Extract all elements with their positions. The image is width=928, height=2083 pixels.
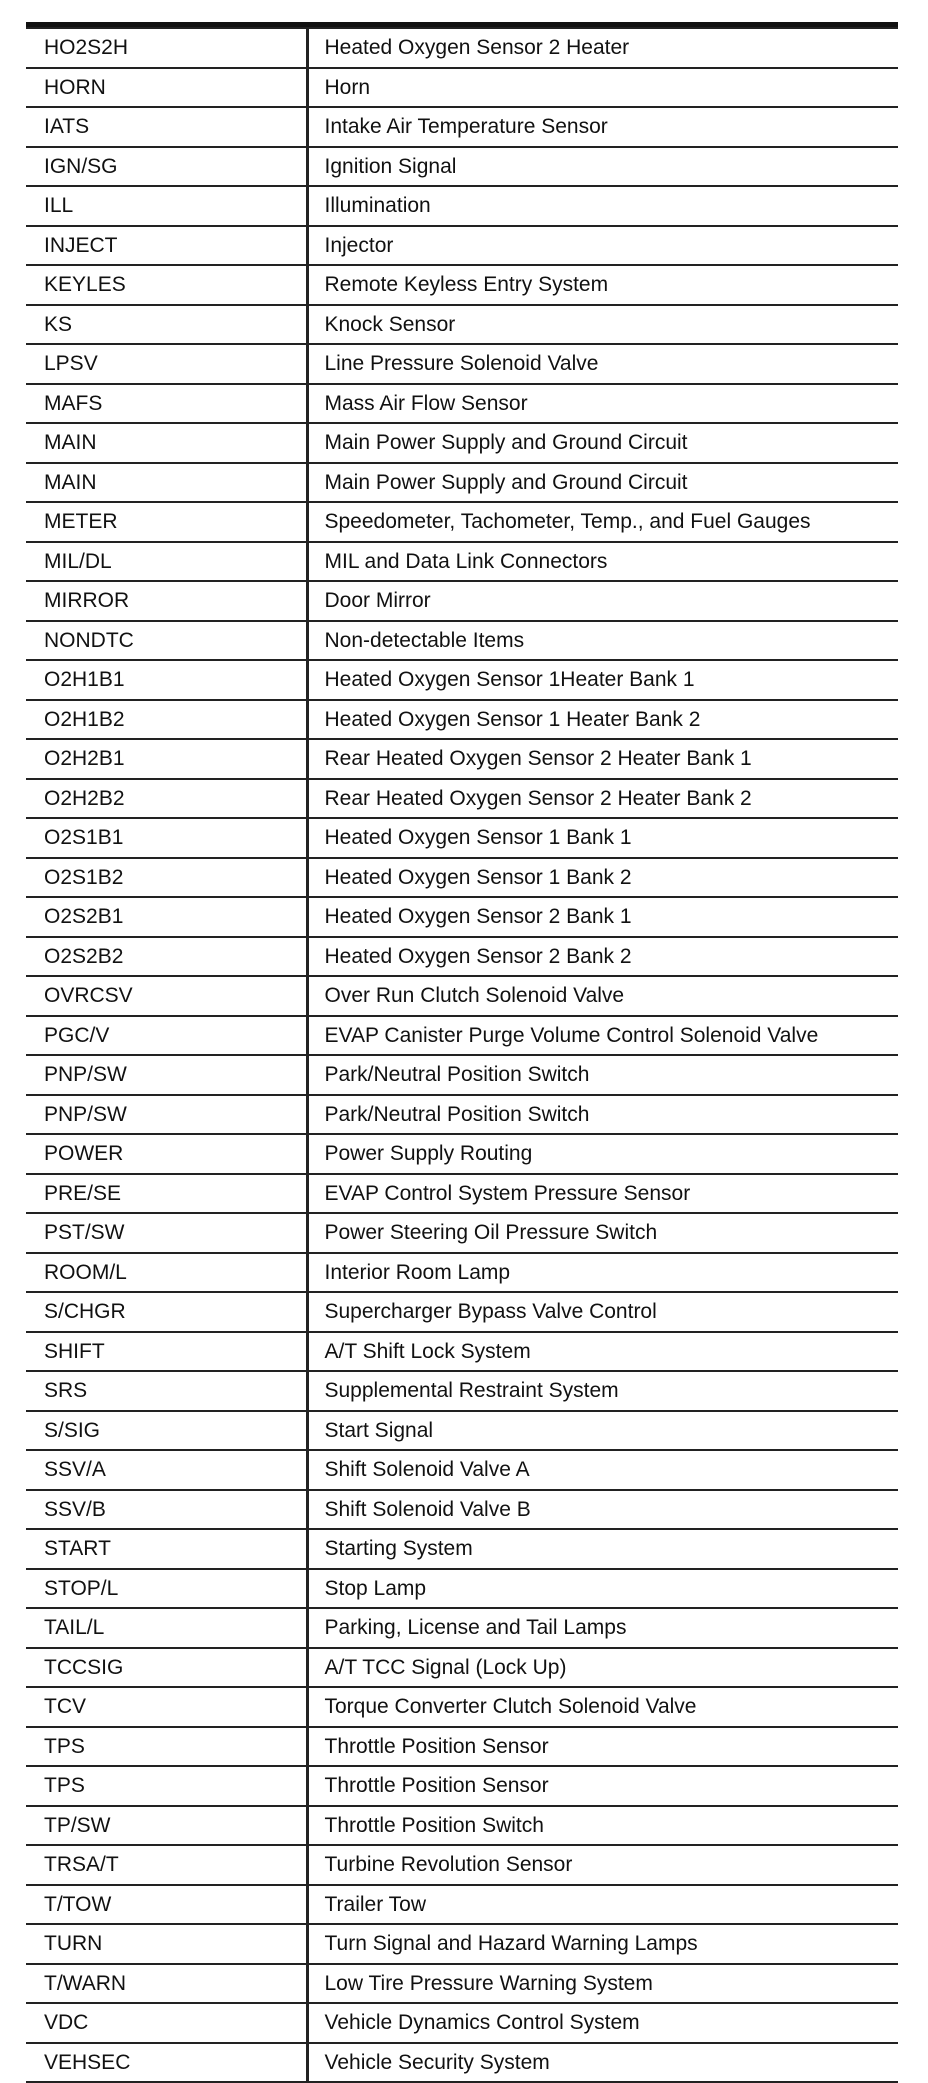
- abbreviation-cell: T/TOW: [26, 1885, 307, 1925]
- table-row: [26, 1806, 898, 1846]
- abbreviation-cell: PNP/SW: [26, 1095, 307, 1135]
- description-cell: A/T Shift Lock System: [307, 1332, 898, 1372]
- table-row: [26, 818, 898, 858]
- abbreviation-cell: IGN/SG: [26, 147, 307, 187]
- table-row: [26, 147, 898, 187]
- table-row: [26, 1924, 898, 1964]
- table-row: [26, 1845, 898, 1885]
- description-cell: Heated Oxygen Sensor 1 Bank 1: [307, 818, 898, 858]
- description-cell: Knock Sensor: [307, 305, 898, 345]
- abbreviation-cell: SSV/A: [26, 1450, 307, 1490]
- description-cell: Injector: [307, 226, 898, 266]
- table-row: [26, 1885, 898, 1925]
- table-row: [26, 581, 898, 621]
- abbreviation-cell: METER: [26, 502, 307, 542]
- abbreviation-cell: MAIN: [26, 423, 307, 463]
- document-page: [26, 22, 898, 2083]
- description-cell: Heated Oxygen Sensor 2 Bank 2: [307, 937, 898, 977]
- table-row: [26, 463, 898, 503]
- description-cell: Ignition Signal: [307, 147, 898, 187]
- abbreviation-cell: TAIL/L: [26, 1608, 307, 1648]
- description-cell: EVAP Control System Pressure Sensor: [307, 1174, 898, 1214]
- table-row: [26, 2043, 898, 2083]
- description-cell: Horn: [307, 68, 898, 108]
- description-cell: Starting System: [307, 1529, 898, 1569]
- description-cell: Low Tire Pressure Warning System: [307, 1964, 898, 2004]
- table-row: [26, 1490, 898, 1530]
- description-cell: Supercharger Bypass Valve Control: [307, 1292, 898, 1332]
- table-row: [26, 1766, 898, 1806]
- description-cell: Non-detectable Items: [307, 621, 898, 661]
- abbreviation-cell: LPSV: [26, 344, 307, 384]
- abbreviation-cell: STOP/L: [26, 1569, 307, 1609]
- table-row: [26, 1608, 898, 1648]
- table-row: [26, 542, 898, 582]
- description-cell: A/T TCC Signal (Lock Up): [307, 1648, 898, 1688]
- abbreviation-cell: O2H2B2: [26, 779, 307, 819]
- abbreviation-cell: O2S1B1: [26, 818, 307, 858]
- abbreviation-table-body: [26, 28, 898, 2082]
- description-cell: Remote Keyless Entry System: [307, 265, 898, 305]
- abbreviation-cell: PST/SW: [26, 1213, 307, 1253]
- description-cell: Turn Signal and Hazard Warning Lamps: [307, 1924, 898, 1964]
- abbreviation-cell: MIL/DL: [26, 542, 307, 582]
- description-cell: Trailer Tow: [307, 1885, 898, 1925]
- abbreviation-cell: ROOM/L: [26, 1253, 307, 1293]
- table-row: [26, 976, 898, 1016]
- description-cell: Heated Oxygen Sensor 2 Heater: [307, 28, 898, 68]
- description-cell: Supplemental Restraint System: [307, 1371, 898, 1411]
- abbreviation-cell: O2H1B1: [26, 660, 307, 700]
- table-row: [26, 779, 898, 819]
- table-row: [26, 2003, 898, 2043]
- table-row: [26, 28, 898, 68]
- abbreviation-cell: MIRROR: [26, 581, 307, 621]
- table-row: [26, 305, 898, 345]
- table-row: [26, 265, 898, 305]
- abbreviation-cell: HO2S2H: [26, 28, 307, 68]
- abbreviation-cell: O2S1B2: [26, 858, 307, 898]
- description-cell: Vehicle Dynamics Control System: [307, 2003, 898, 2043]
- table-row: [26, 1450, 898, 1490]
- abbreviation-cell: SRS: [26, 1371, 307, 1411]
- abbreviation-cell: START: [26, 1529, 307, 1569]
- table-row: [26, 1095, 898, 1135]
- table-row: [26, 1253, 898, 1293]
- description-cell: Illumination: [307, 186, 898, 226]
- description-cell: Power Supply Routing: [307, 1134, 898, 1174]
- abbreviation-cell: VDC: [26, 2003, 307, 2043]
- table-row: [26, 1648, 898, 1688]
- description-cell: Parking, License and Tail Lamps: [307, 1608, 898, 1648]
- abbreviation-cell: SHIFT: [26, 1332, 307, 1372]
- description-cell: Throttle Position Sensor: [307, 1727, 898, 1767]
- abbreviation-cell: ILL: [26, 186, 307, 226]
- abbreviation-cell: TCCSIG: [26, 1648, 307, 1688]
- abbreviation-cell: HORN: [26, 68, 307, 108]
- abbreviation-cell: NONDTC: [26, 621, 307, 661]
- description-cell: Rear Heated Oxygen Sensor 2 Heater Bank 2: [307, 779, 898, 819]
- description-cell: Heated Oxygen Sensor 1 Bank 2: [307, 858, 898, 898]
- description-cell: Vehicle Security System: [307, 2043, 898, 2083]
- abbreviation-cell: S/CHGR: [26, 1292, 307, 1332]
- abbreviation-cell: PRE/SE: [26, 1174, 307, 1214]
- table-row: [26, 739, 898, 779]
- table-row: [26, 1292, 898, 1332]
- abbreviation-cell: KS: [26, 305, 307, 345]
- description-cell: Intake Air Temperature Sensor: [307, 107, 898, 147]
- description-cell: Heated Oxygen Sensor 1 Heater Bank 2: [307, 700, 898, 740]
- abbreviation-cell: IATS: [26, 107, 307, 147]
- abbreviation-cell: PGC/V: [26, 1016, 307, 1056]
- table-row: [26, 1055, 898, 1095]
- abbreviation-cell: VEHSEC: [26, 2043, 307, 2083]
- table-row: [26, 502, 898, 542]
- description-cell: EVAP Canister Purge Volume Control Solenoid Valve: [307, 1016, 898, 1056]
- description-cell: Interior Room Lamp: [307, 1253, 898, 1293]
- description-cell: Speedometer, Tachometer, Temp., and Fuel Gauges: [307, 502, 898, 542]
- description-cell: Main Power Supply and Ground Circuit: [307, 423, 898, 463]
- description-cell: Shift Solenoid Valve A: [307, 1450, 898, 1490]
- description-cell: Heated Oxygen Sensor 1Heater Bank 1: [307, 660, 898, 700]
- table-row: [26, 660, 898, 700]
- abbreviation-cell: SSV/B: [26, 1490, 307, 1530]
- abbreviation-cell: TRSA/T: [26, 1845, 307, 1885]
- description-cell: Throttle Position Switch: [307, 1806, 898, 1846]
- table-row: [26, 621, 898, 661]
- description-cell: Start Signal: [307, 1411, 898, 1451]
- abbreviation-cell: TPS: [26, 1766, 307, 1806]
- table-row: [26, 1727, 898, 1767]
- table-row: [26, 1687, 898, 1727]
- description-cell: Line Pressure Solenoid Valve: [307, 344, 898, 384]
- table-row: [26, 186, 898, 226]
- description-cell: Shift Solenoid Valve B: [307, 1490, 898, 1530]
- table-row: [26, 1213, 898, 1253]
- abbreviation-cell: TURN: [26, 1924, 307, 1964]
- table-row: [26, 1411, 898, 1451]
- abbreviation-cell: TPS: [26, 1727, 307, 1767]
- table-row: [26, 1964, 898, 2004]
- abbreviation-cell: TCV: [26, 1687, 307, 1727]
- table-row: [26, 1174, 898, 1214]
- table-row: [26, 1134, 898, 1174]
- abbreviation-cell: O2S2B1: [26, 897, 307, 937]
- table-row: [26, 68, 898, 108]
- abbreviation-cell: MAFS: [26, 384, 307, 424]
- table-row: [26, 1332, 898, 1372]
- table-row: [26, 1529, 898, 1569]
- table-row: [26, 423, 898, 463]
- abbreviation-cell: TP/SW: [26, 1806, 307, 1846]
- table-row: [26, 226, 898, 266]
- description-cell: Main Power Supply and Ground Circuit: [307, 463, 898, 503]
- description-cell: Torque Converter Clutch Solenoid Valve: [307, 1687, 898, 1727]
- table-row: [26, 384, 898, 424]
- description-cell: Park/Neutral Position Switch: [307, 1055, 898, 1095]
- description-cell: Heated Oxygen Sensor 2 Bank 1: [307, 897, 898, 937]
- description-cell: Stop Lamp: [307, 1569, 898, 1609]
- table-row: [26, 937, 898, 977]
- table-row: [26, 1016, 898, 1056]
- table-row: [26, 897, 898, 937]
- description-cell: Rear Heated Oxygen Sensor 2 Heater Bank 1: [307, 739, 898, 779]
- description-cell: Turbine Revolution Sensor: [307, 1845, 898, 1885]
- description-cell: Door Mirror: [307, 581, 898, 621]
- abbreviation-cell: O2S2B2: [26, 937, 307, 977]
- abbreviation-cell: T/WARN: [26, 1964, 307, 2004]
- description-cell: Mass Air Flow Sensor: [307, 384, 898, 424]
- table-row: [26, 107, 898, 147]
- description-cell: Power Steering Oil Pressure Switch: [307, 1213, 898, 1253]
- description-cell: Park/Neutral Position Switch: [307, 1095, 898, 1135]
- abbreviation-cell: PNP/SW: [26, 1055, 307, 1095]
- abbreviation-cell: OVRCSV: [26, 976, 307, 1016]
- abbreviation-cell: KEYLES: [26, 265, 307, 305]
- abbreviation-table: [26, 27, 898, 2083]
- abbreviation-cell: O2H1B2: [26, 700, 307, 740]
- description-cell: Over Run Clutch Solenoid Valve: [307, 976, 898, 1016]
- table-row: [26, 1569, 898, 1609]
- description-cell: Throttle Position Sensor: [307, 1766, 898, 1806]
- table-row: [26, 344, 898, 384]
- abbreviation-cell: MAIN: [26, 463, 307, 503]
- table-row: [26, 858, 898, 898]
- table-row: [26, 700, 898, 740]
- abbreviation-cell: POWER: [26, 1134, 307, 1174]
- description-cell: MIL and Data Link Connectors: [307, 542, 898, 582]
- abbreviation-cell: S/SIG: [26, 1411, 307, 1451]
- abbreviation-cell: O2H2B1: [26, 739, 307, 779]
- table-row: [26, 1371, 898, 1411]
- abbreviation-cell: INJECT: [26, 226, 307, 266]
